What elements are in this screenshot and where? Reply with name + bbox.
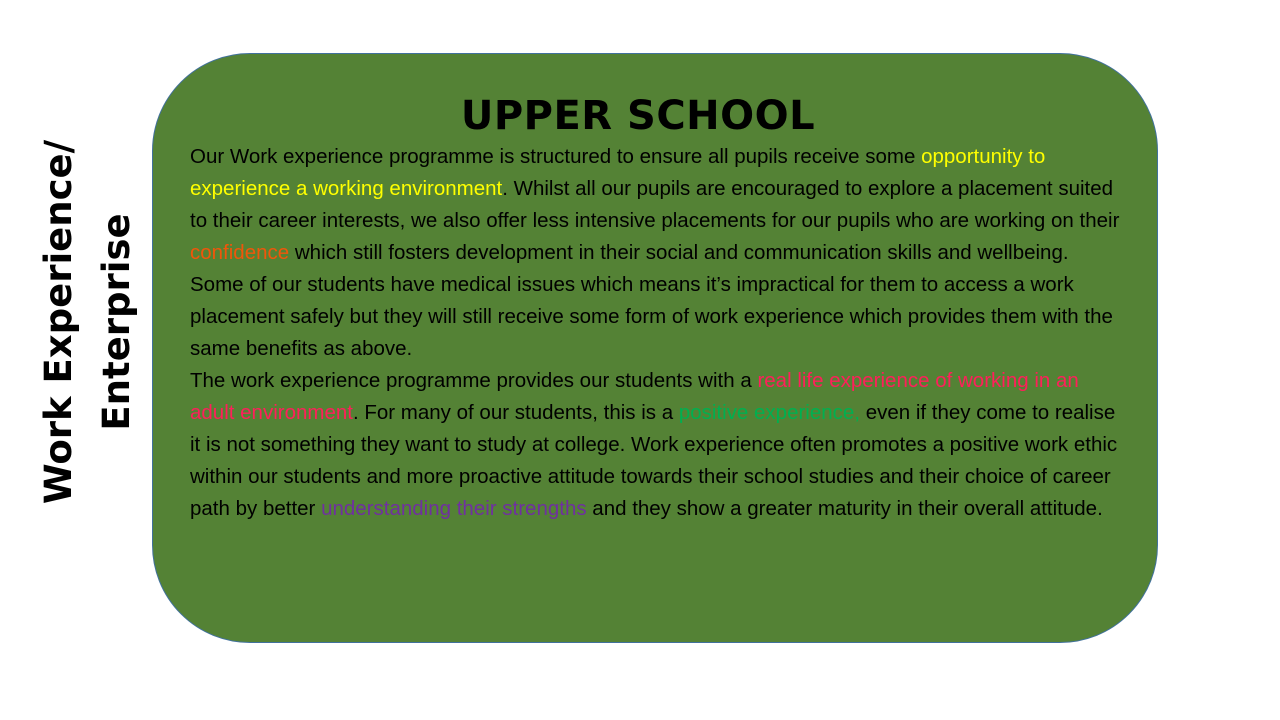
highlight-understanding-strengths: understanding their strengths [321,497,587,520]
highlight-confidence: confidence [190,241,290,264]
upper-school-panel [152,53,1158,643]
highlight-real-life-experience: real life experience of working in an adult environment [190,369,1079,424]
paragraph-1-text-1: Our Work experience programme is structured to ensure all pupils receive some [190,145,922,168]
paragraph-1 [190,141,1125,365]
paragraph-2-text-3: even if they come to realise it is not something they want to study at college. Work experience often promotes a positive work ethic within our students and more proactive attitude towards their school studies and their choice of career path by better [190,401,1118,520]
paragraph-1-text-2: . Whilst all our pupils are encouraged to explore a placement suited to their career interests, we also offer less intensive placements for our pupils who are working on their [190,177,1120,232]
side-title [30,112,150,532]
highlight-positive-experience: positive experience, [678,401,861,424]
paragraph-2-text-2: . For many of our students, this is a [352,401,679,424]
side-title-line1: Work Experience/ [37,139,80,505]
paragraph-2 [190,365,1125,525]
paragraph-2-text-4: and they show a greater maturity in their overall attitude. [586,497,1103,520]
panel-body [190,141,1125,525]
paragraph-2-text-1: The work experience programme provides our students with a [190,369,758,392]
highlight-working-environment: opportunity to experience a working environment [190,145,1046,200]
paragraph-1-text-3: which still fosters development in their social and communication skills and wellbeing. Some of our students have medical issues which means it’s impractical for them to access a work placement safely but they will still receive some form of work experience which provides them with the same benefits as above. [190,241,1113,360]
panel-title: UPPER SCHOOL [460,93,816,139]
side-title-line2: Enterprise [95,213,138,431]
